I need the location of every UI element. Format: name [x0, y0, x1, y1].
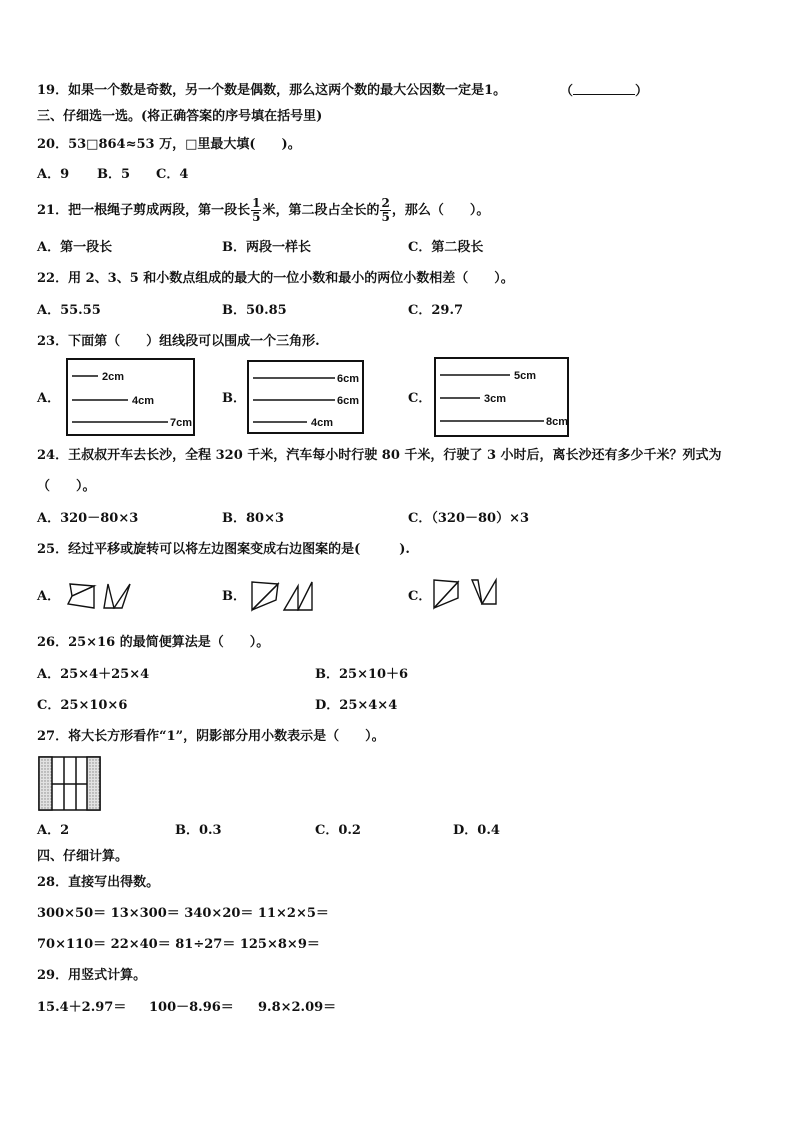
fraction-one-fifth: $\frac{1}{5}$	[252, 196, 261, 224]
question-24-cont: （ ）。	[37, 479, 96, 494]
option-22-b[interactable]: B．50.85	[222, 303, 287, 318]
question-19-text: 19．如果一个数是奇数，另一个数是偶数，那么这两个数的最大公因数一定是1。	[37, 83, 507, 98]
pattern-c-figure	[432, 578, 504, 610]
option-25-a[interactable]: A．	[37, 589, 61, 604]
segment-label: 6cm	[337, 395, 360, 407]
question-26: 26．25×16 的最简便算法是（ ）。	[37, 635, 270, 650]
option-26-a[interactable]: A．25×4＋25×4	[37, 667, 150, 682]
segment-label: 7cm	[170, 417, 193, 429]
segment-label: 4cm	[311, 417, 334, 429]
option-24-c[interactable]: C．（320－80）×3	[408, 511, 530, 526]
pattern-b-figure	[250, 580, 322, 612]
question-19	[37, 82, 506, 100]
mental-math-row-2: 70×110＝ 22×40＝ 81÷27＝ 125×8×9＝	[37, 937, 320, 952]
option-23-b[interactable]: B．	[222, 391, 246, 406]
segment-box-b	[247, 360, 365, 434]
mental-math-row-1: 300×50＝ 13×300＝ 340×20＝ 11×2×5＝	[37, 906, 329, 921]
section-3-heading: 三、仔细选一选。(将正确答案的序号填在括号里)	[37, 109, 323, 124]
option-22-a[interactable]: A．55.55	[37, 303, 101, 318]
segment-label: 4cm	[132, 395, 155, 407]
answer-blank-19[interactable]: （ ）	[560, 84, 649, 99]
question-27: 27．将大长方形看作“1”，阴影部分用小数表示是（ ）。	[37, 729, 385, 744]
vertical-calc-2: 100－8.96＝	[149, 1000, 234, 1015]
option-24-b[interactable]: B．80×3	[222, 511, 285, 526]
option-26-c[interactable]: C．25×10×6	[37, 698, 128, 713]
option-21-b[interactable]: B．两段一样长	[222, 240, 311, 255]
option-27-c[interactable]: C．0.2	[315, 823, 361, 838]
pattern-a-figure	[66, 580, 138, 612]
option-26-b[interactable]: B．25×10＋6	[315, 667, 409, 682]
segment-box-a	[66, 358, 196, 436]
segment-label: 3cm	[484, 393, 507, 405]
option-27-a[interactable]: A．2	[37, 823, 70, 838]
segment-label: 6cm	[337, 373, 360, 385]
option-27-d[interactable]: D．0.4	[453, 823, 500, 838]
option-27-b[interactable]: B．0.3	[175, 823, 222, 838]
question-22: 22．用 2、3、5 和小数点组成的最大的一位小数和最小的两位小数相差（ ）。	[37, 271, 514, 286]
option-21-c[interactable]: C．第二段长	[408, 240, 484, 255]
option-23-c[interactable]: C．	[408, 391, 432, 406]
option-22-c[interactable]: C．29.7	[408, 303, 464, 318]
question-20: 20．53□864≈53 万，□里最大填( )。	[37, 137, 301, 152]
option-20-b[interactable]: B．5	[97, 167, 131, 182]
option-21-a[interactable]: A．第一段长	[37, 240, 113, 255]
option-25-c[interactable]: C．	[408, 589, 432, 604]
option-24-a[interactable]: A．320－80×3	[37, 511, 139, 526]
segment-box-c	[434, 357, 570, 437]
question-28: 28．直接写出得数。	[37, 875, 160, 890]
shaded-rectangle-figure	[38, 756, 102, 812]
section-4-heading: 四、仔细计算。	[37, 849, 129, 864]
fraction-two-fifths: $\frac{2}{5}$	[381, 196, 390, 224]
option-26-d[interactable]: D．25×4×4	[315, 698, 398, 713]
vertical-calc-1: 15.4＋2.97＝	[37, 1000, 127, 1015]
option-23-a[interactable]: A．	[37, 391, 61, 406]
question-25: 25．经过平移或旋转可以将左边图案变成右边图案的是( ).	[37, 542, 410, 557]
question-29: 29．用竖式计算。	[37, 968, 147, 983]
option-20-a[interactable]: A．9	[37, 167, 70, 182]
question-24: 24．王叔叔开车去长沙，全程 320 千米，汽车每小时行驶 80 千米，行驶了 3 小时后，离长沙还有多少千米？列式为	[37, 448, 722, 463]
question-23: 23．下面第（ ）组线段可以围成一个三角形.	[37, 334, 320, 349]
segment-label: 2cm	[102, 371, 125, 383]
question-21: 21．把一根绳子剪成两段，第一段长 $\frac{1}{5}$ 米，第二段占全长的 $\frac{2}{5}$ ，那么（ ）。	[37, 196, 490, 224]
blank-line	[573, 82, 635, 95]
option-25-b[interactable]: B．	[222, 589, 246, 604]
vertical-calc-3: 9.8×2.09＝	[258, 1000, 337, 1015]
option-20-c[interactable]: C．4	[156, 167, 189, 182]
segment-label: 5cm	[514, 370, 537, 382]
segment-label: 8cm	[546, 416, 569, 428]
